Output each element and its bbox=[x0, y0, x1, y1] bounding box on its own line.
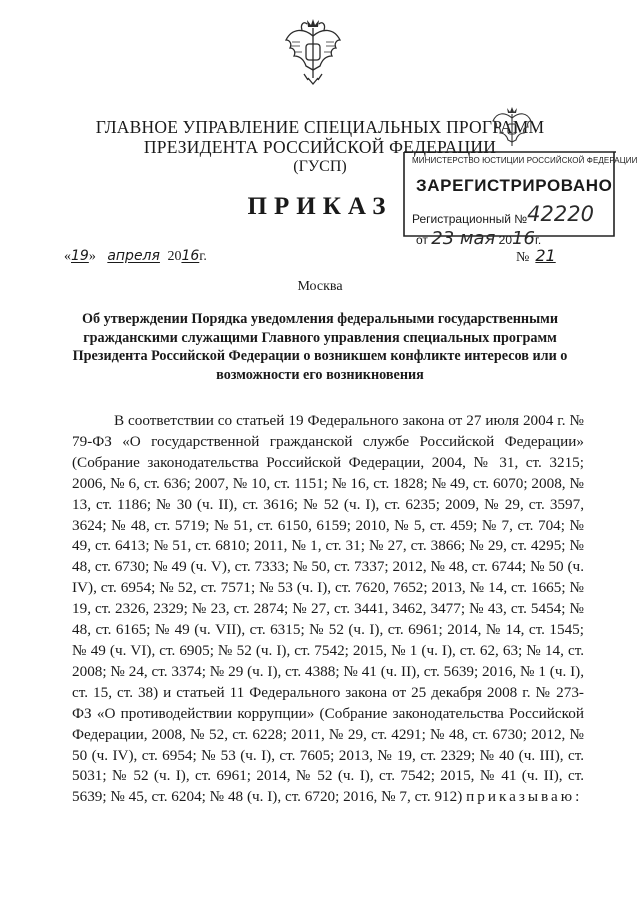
stamp-ministry-name: МИНИСТЕРСТВО ЮСТИЦИИ РОССИЙСКОЙ ФЕДЕРАЦИИ bbox=[412, 156, 638, 165]
org-abbreviation: (ГУСП) bbox=[293, 158, 347, 175]
body-paragraph bbox=[72, 411, 584, 808]
order-date bbox=[64, 248, 207, 265]
stamp-reg-label: Регистрационный № bbox=[412, 212, 528, 226]
body-verb: приказываю: bbox=[466, 788, 583, 806]
city: Москва bbox=[297, 279, 343, 294]
date-day: 19 bbox=[71, 248, 89, 264]
order-number-value: 21 bbox=[535, 246, 556, 265]
date-close-quote: » bbox=[88, 249, 96, 264]
registration-stamp bbox=[402, 112, 638, 249]
stamp-year-end: г. bbox=[534, 233, 542, 247]
stamp-date-prefix: от bbox=[416, 233, 428, 247]
stamp-year-prefix: 20 bbox=[498, 233, 513, 247]
date-year: 16 bbox=[181, 248, 200, 264]
state-emblem-icon bbox=[282, 18, 344, 86]
document-type: ПРИКАЗ bbox=[247, 193, 393, 220]
stamp-reg-number: 42220 bbox=[527, 202, 594, 226]
stamp-registration-number-line bbox=[412, 204, 594, 228]
date-year-prefix: 20 bbox=[167, 249, 182, 264]
stamp-date-handwritten: 23 мая bbox=[431, 228, 496, 249]
document-title: Об утверждении Порядка уведомления федеральными государственными гражданскими служащими Главного управления специальных программ Президента Российской Федерации о возникшем конфликте интересов или о возможности его возникновения bbox=[72, 311, 568, 383]
order-number-label: № bbox=[516, 250, 530, 265]
stamp-status: ЗАРЕГИСТРИРОВАНО bbox=[416, 176, 613, 195]
org-name-line2: ПРЕЗИДЕНТА РОССИЙСКОЙ ФЕДЕРАЦИИ bbox=[143, 137, 497, 157]
order-number bbox=[516, 246, 556, 266]
date-open-quote: « bbox=[64, 249, 71, 264]
date-month: апреля bbox=[107, 248, 160, 264]
stamp-year-suffix: 16 bbox=[512, 228, 535, 249]
ministry-emblem-icon bbox=[490, 106, 534, 152]
org-name-line1: ГЛАВНОЕ УПРАВЛЕНИЕ СПЕЦИАЛЬНЫХ ПРОГРАММ bbox=[95, 117, 545, 137]
body-text: В соответствии со статьей 19 Федерального закона от 27 июля 2004 г. № 79-ФЗ «О государственной гражданской службе Российской Федерации» (Собрание законодательства Российской Федерации, 2004, № 31, ст. 3215; 2006, № 6, ст. 636; 2007, № 10, ст. 1151; № 16, ст. 1828; № 49, ст. 6070; 2008, № 13, ст. 1186; № 30 (ч. II), ст. 3616; № 52 (ч. I), ст. 6235; 2009, № 29, ст. 3597, 3624; № 48, ст. 5719; № 51, ст. 6150, 6159; 2010, № 5, ст. 459; № 7, ст. 704; № 49, ст. 6413; № 51, ст. 6810; 2011, № 1, ст. 31; № 27, ст. 3866; № 29, ст. 4295; № 48, ст. 6730; № 49 (ч. V), ст. 7333; № 50, ст. 7337; 2012, № 48, ст. 6744; № 50 (ч. IV), ст. 6954; № 52, ст. 7571; № 53 (ч. I), ст. 7620, 7652; 2013, № 14, ст. 1665; № 19, ст. 2326, 2329; № 23, ст. 2874; № 27, ст. 3441, 3462, 3477; № 43, ст. 5454; № 48, ст. 6165; № 49 (ч. VII), ст. 6315; № 52 (ч. I), ст. 6961; 2014, № 14, ст. 1545; № 49 (ч. VI), ст. 6905; № 52 (ч. I), ст. 7542; 2015, № 1 (ч. I), ст. 62, 63; № 14, ст. 2008; № 24, ст. 3374; № 29 (ч. I), ст. 4388; № 41 (ч. II), ст. 5639; 2016, № 1 (ч. I), ст. 15, ст. 38) и статьей 11 Федерального закона от 25 декабря 2008 г. № 273-ФЗ «О противодействии коррупции» (Собрание законодательства Российской Федерации, 2008, № 52, ст. 6228; 2011, № 29, ст. 4291; № 48, ст. 6730; 2012, № 50 (ч. IV), ст. 6954; № 53 (ч. I), ст. 7605; 2013, № 19, ст. 2329; № 40 (ч. III), ст. 5031; № 52 (ч. I), ст. 6961; 2014, № 52 (ч. I), ст. 7542; 2015, № 41 (ч. II), ст. 5639; № 45, ст. 6204; № 48 (ч. I), ст. 6720; 2016, № 7, ст. 912) bbox=[72, 412, 584, 806]
date-year-suffix: г. bbox=[199, 249, 207, 264]
